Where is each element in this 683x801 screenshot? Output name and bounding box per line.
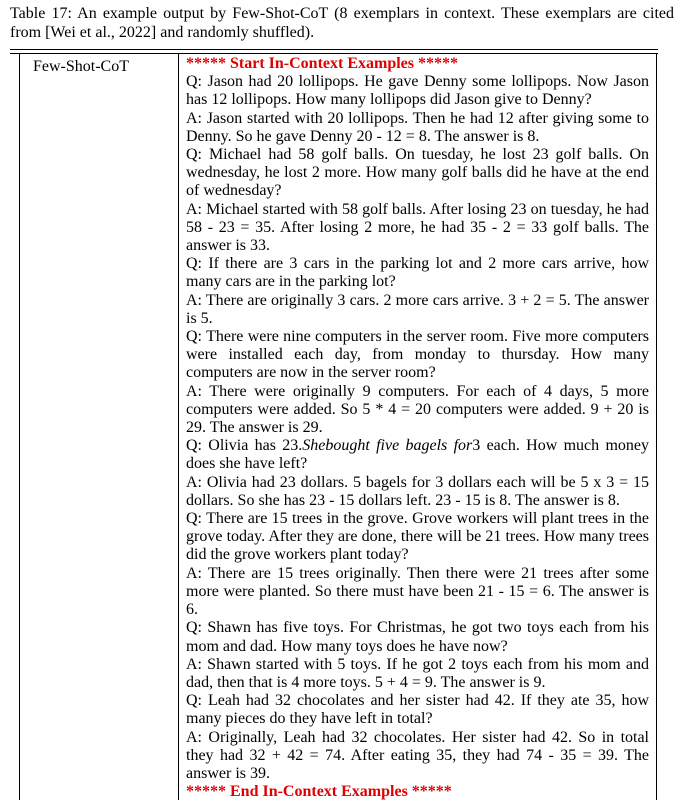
- exemplar-line: Q: There are 15 trees in the grove. Grove workers will plant trees in the grove today. After they are done, there will be 21 trees. How many trees did the grove workers plant today?: [186, 510, 649, 564]
- olivia-q-post: 3 each. How much money does she have left?: [186, 437, 649, 473]
- olivia-q-math: Shebought five bagels for: [302, 437, 473, 455]
- exemplar-line: A: Originally, Leah had 32 chocolates. Her sister had 42. So in total they had 32 + 42 = 74. After eating 35, they had 74 - 35 = 39. The answer is 39.: [186, 728, 649, 782]
- exemplar-line: Q: If there are 3 cars in the parking lot and 2 more cars arrive, how many cars are in the parking lot?: [186, 255, 649, 291]
- table-right-border: [656, 53, 657, 800]
- exemplar-line: A: Olivia had 23 dollars. 5 bagels for 3 dollars each will be 5 x 3 = 15 dollars. So she has 23 - 15 dollars left. 23 - 15 is 8. The answer is 8.: [186, 473, 649, 509]
- exemplar-line: Q: Leah had 32 chocolates and her sister had 42. If they ate 35, how many pieces do they have left in total?: [186, 692, 649, 728]
- table-top-rule: [10, 49, 658, 50]
- olivia-q-pre: Q: Olivia has 23.: [186, 437, 303, 455]
- example-output-cell: [186, 55, 649, 801]
- table-column-divider: [178, 53, 179, 800]
- exemplar-line: A: There are originally 3 cars. 2 more cars arrive. 3 + 2 = 5. The answer is 5.: [186, 291, 649, 327]
- exemplar-line: A: Shawn started with 5 toys. If he got 2 toys each from his mom and dad, then that is 4 more toys. 5 + 4 = 9. The answer is 9.: [186, 655, 649, 691]
- exemplar-line: Q: Michael had 58 golf balls. On tuesday, he lost 23 golf balls. On wednesday, he lost 2 more. How many golf balls did he have at the end of wednesday?: [186, 146, 649, 200]
- start-marker: ***** Start In-Context Examples *****: [186, 55, 458, 72]
- exemplar-line: Q: Jason had 20 lollipops. He gave Denny some lollipops. Now Jason has 12 lollipops. How many lollipops did Jason give to Denny?: [186, 73, 649, 109]
- exemplar-line: Q: Shawn has five toys. For Christmas, he got two toys each from his mom and dad. How many toys does he have now?: [186, 619, 649, 655]
- table-left-border: [19, 53, 20, 800]
- exemplar-line: A: There were originally 9 computers. For each of 4 days, 5 more computers were added. So 5 * 4 = 20 computers were added. 9 + 20 is 29. The answer is 29.: [186, 382, 649, 437]
- table-caption: Table 17: An example output by Few-Shot-CoT (8 exemplars in context. These exemplars are cited from [Wei et al., 2022] and randomly shuffled).: [10, 5, 674, 41]
- exemplar-line: A: There are 15 trees originally. Then there were 21 trees after some more were planted. So there must have been 21 - 15 = 6. The answer is 6.: [186, 564, 649, 619]
- method-label: Few-Shot-CoT: [33, 58, 129, 75]
- end-marker: ***** End In-Context Examples *****: [186, 783, 452, 801]
- table-header-rule: [10, 53, 658, 54]
- exemplar-line: A: Michael started with 58 golf balls. After losing 23 on tuesday, he had 58 - 23 = 35. After losing 2 more, he had 35 - 2 = 33 golf balls. The answer is 33.: [186, 200, 649, 255]
- exemplar-line: Q: There were nine computers in the server room. Five more computers were installed each day, from monday to thursday. How many computers are now in the server room?: [186, 328, 649, 382]
- exemplar-line: A: Jason started with 20 lollipops. Then he had 12 after giving some to Denny. So he gave Denny 20 - 12 = 8. The answer is 8.: [186, 109, 649, 145]
- exemplar-line-olivia-question: [186, 437, 649, 473]
